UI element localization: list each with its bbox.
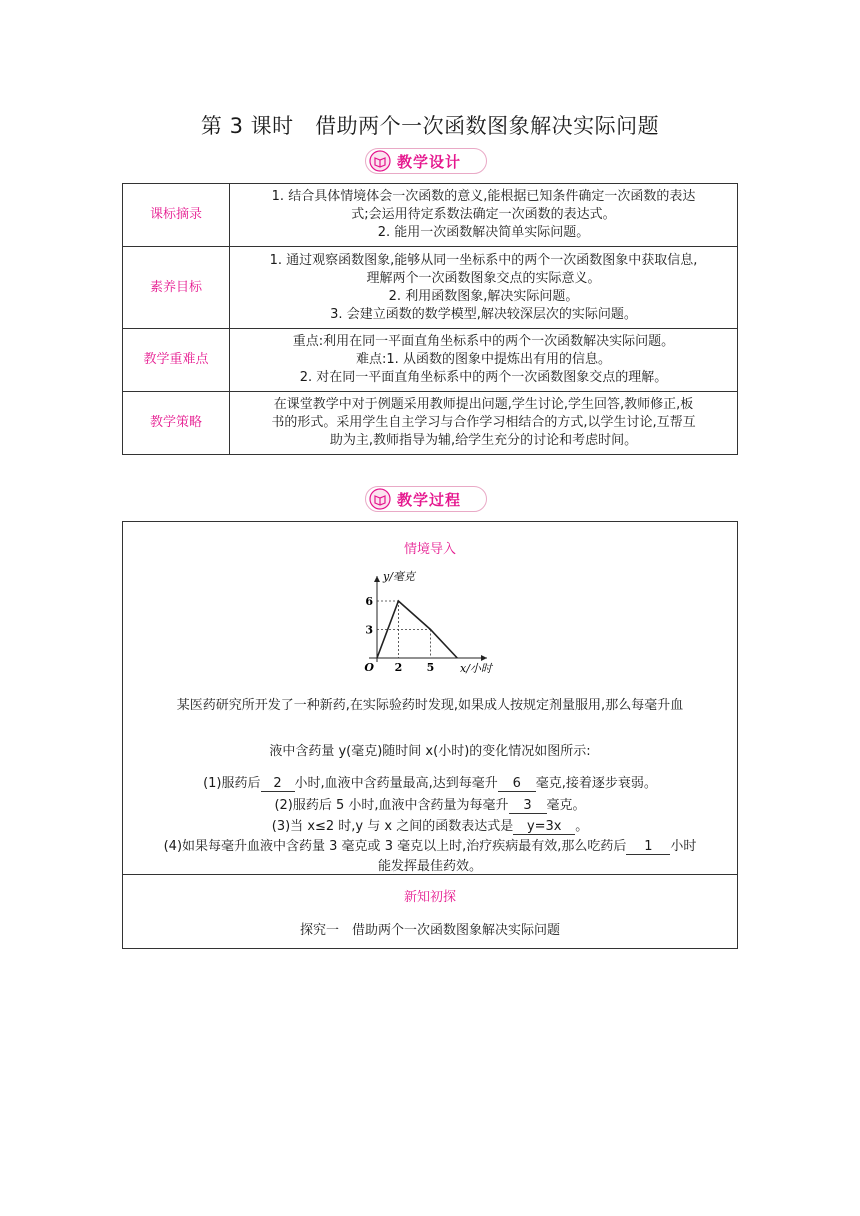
content-line: 难点:1. 从函数的图象中提炼出有用的信息。 <box>356 352 611 367</box>
content-line: 2. 能用一次函数解决简单实际问题。 <box>377 225 590 240</box>
answer-blank: 2 <box>261 777 295 792</box>
x-tick-label: 5 <box>426 661 435 674</box>
row-label: 课标摘录 <box>123 184 230 247</box>
content-line: 助为主,教师指导为辅,给学生充分的讨论和考虑时间。 <box>329 433 638 448</box>
book-icon <box>369 150 391 172</box>
y-tick-label: 6 <box>365 595 373 608</box>
section-badge-design <box>365 148 487 174</box>
row-content <box>230 329 738 392</box>
content-line: 1. 结合具体情境体会一次函数的意义,能根据已知条件确定一次函数的表达 <box>271 189 696 204</box>
content-line: 2. 对在同一平面直角坐标系中的两个一次函数图象交点的理解。 <box>299 370 668 385</box>
page-title: 第 3 课时 借助两个一次函数图象解决实际问题 <box>200 114 660 138</box>
y-axis-arrow-icon <box>374 576 380 582</box>
content-line: 书的形式。采用学生自主学习与合作学习相结合的方式,以学生讨论,互帮互 <box>271 415 696 430</box>
content-line: 重点:利用在同一平面直角坐标系中的两个一次函数解决实际问题。 <box>292 334 675 349</box>
x-tick-label: 2 <box>394 661 403 674</box>
row-label: 教学策略 <box>123 392 230 455</box>
section-badge-process <box>365 486 487 512</box>
content-line: 式;会运用待定系数法确定一次函数的表达式。 <box>351 207 616 222</box>
content-line: 1. 通过观察函数图象,能够从同一坐标系中的两个一次函数图象中获取信息, <box>269 252 698 268</box>
y-axis-label: y/毫克 <box>383 570 415 583</box>
row-content <box>230 184 738 247</box>
section-divider <box>123 874 737 875</box>
question-2: (2)服药后 5 小时,血液中含药量为每毫升 3 毫克。 <box>274 798 586 813</box>
x-axis-arrow-icon <box>481 655 487 661</box>
table-row <box>123 329 738 392</box>
x-axis-label: x/小时 <box>460 662 492 675</box>
answer-blank: 6 <box>498 777 536 792</box>
row-content <box>230 247 738 329</box>
answer-blank: y=3x <box>513 820 575 835</box>
teaching-process-box <box>122 521 738 949</box>
drug-concentration-chart <box>357 570 497 682</box>
question-4-cont: 能发挥最佳药效。 <box>377 859 482 874</box>
content-line: 在课堂教学中对于例题采用教师提出问题,学生讨论,学生回答,教师修正,板 <box>273 397 694 412</box>
explore-heading: 探究一 借助两个一次函数图象解决实际问题 <box>299 923 560 938</box>
question-3: (3)当 x≤2 时,y 与 x 之间的函数表达式是 y=3x 。 <box>271 819 589 834</box>
question-4: (4)如果每毫升血液中含药量 3 毫克或 3 毫克以上时,治疗疾病最有效,那么吃药后 1 小时 <box>163 839 697 854</box>
badge-label: 教学设计 <box>397 152 462 171</box>
row-content <box>230 392 738 455</box>
badge-label: 教学过程 <box>397 490 462 509</box>
y-tick-label: 3 <box>365 623 373 637</box>
row-label: 素养目标 <box>123 247 230 329</box>
table-row <box>123 392 738 455</box>
table-row <box>123 184 738 247</box>
row-label: 教学重难点 <box>123 329 230 392</box>
course-info-table <box>122 183 738 455</box>
answer-blank: 1 <box>626 840 670 855</box>
book-icon <box>369 488 391 510</box>
section-heading-explore: 新知初探 <box>403 890 456 905</box>
content-line: 2. 利用函数图象,解决实际问题。 <box>388 288 579 304</box>
section-heading-intro: 情境导入 <box>403 542 456 557</box>
intro-text-line: 液中含药量 y(毫克)随时间 x(小时)的变化情况如图所示: <box>269 744 591 759</box>
answer-blank: 3 <box>509 799 547 814</box>
table-row <box>123 247 738 329</box>
origin-label: O <box>364 661 374 674</box>
intro-text-line: 某医药研究所开发了一种新药,在实际验药时发现,如果成人按规定剂量服用,那么每毫升血 <box>176 698 684 713</box>
question-1: (1)服药后 2 小时,血液中含药量最高,达到每毫升 6 毫克,接着逐步衰弱。 <box>203 776 657 791</box>
content-line: 理解两个一次函数图象交点的实际意义。 <box>366 270 601 286</box>
content-line: 3. 会建立函数的数学模型,解决较深层次的实际问题。 <box>330 306 637 322</box>
